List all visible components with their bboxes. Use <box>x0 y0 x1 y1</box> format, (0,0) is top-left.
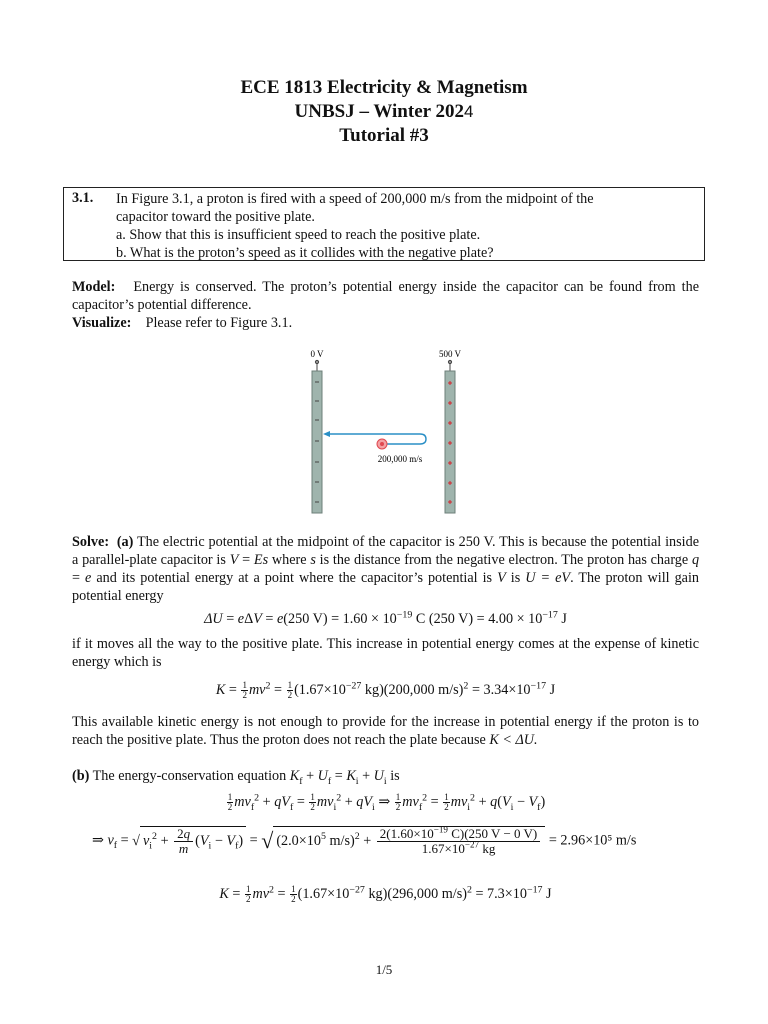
solve-label: Solve: <box>72 534 110 550</box>
term-suffix: 4 <box>463 102 474 121</box>
capacitor-figure <box>290 345 490 517</box>
part-a-label: (a) <box>116 534 134 550</box>
proton-path <box>326 434 426 444</box>
solve-text-11: is to reach the positive plate. Thus the proton does not reach the plate because <box>72 714 699 748</box>
solve-paragraph-4: (b) The energy-conservation equation $K_f + U_f = K_i + U_i$ is <box>72 768 400 787</box>
problem-line-4: b. What is the proton’s speed as it collides with the negative plate? <box>116 245 494 261</box>
left-voltage-label: 0 V <box>310 349 324 359</box>
model-label: Model: <box>72 279 116 295</box>
problem-line-1: In Figure 3.1, a proton is fired with a speed of 200,000 m/s from the midpoint of the <box>116 191 594 207</box>
term-prefix: UNBSJ – Winter 202 <box>294 101 464 122</box>
problem-line-2: capacitor toward the positive plate. <box>116 209 315 225</box>
solve-text-8: = eV <box>540 570 571 586</box>
page-number: 1/5 <box>375 962 393 977</box>
solve-paragraph-2: if it moves all the way to the positive plate. This increase in potential energy comes at the expense of kinetic energy which is <box>72 636 699 670</box>
solve-text-10: This available kinetic energy is not enough to provide for the increase in potential energy if the proton <box>72 714 670 730</box>
solve-text-5: The proton has charge <box>561 552 689 568</box>
visualize-text: Please refer to Figure 3.1. <box>145 315 293 331</box>
speed-label: 200,000 m/s <box>377 454 423 464</box>
tutorial-title: Tutorial #3 <box>339 125 429 146</box>
arrow-head <box>323 431 330 437</box>
solve-text-6: and its potential energy at a point where the capacitor’s potential is <box>96 570 493 586</box>
solve-text-1: The electric potential at the midpoint of the capacitor is 250 V. This is because the <box>136 534 608 550</box>
solve-paragraph-1: Solve: (a) The electric potential at the midpoint of the capacitor is 250 V. This is because the potential inside a parallel-plate capacitor is V = Es where s is the distance from the negative electron. The proton has charge q = e and its potential energy at a point where the capacitor’s potential is V is U = eV. The proton will gain potential energy <box>72 534 700 604</box>
right-voltage-label: 500 V <box>438 349 462 359</box>
equation-1: ΔU = eΔV = e(250 $V) = 1.60 \times 10^{-19}$ C (250 $V) = 4.00 \times 10^{-17}$ J <box>204 609 567 627</box>
course-title: ECE 1813 Electricity & Magnetism <box>240 77 528 98</box>
negative-plate <box>312 371 322 513</box>
solve-text-12: K < ΔU. <box>489 732 538 748</box>
term-title <box>0 101 768 123</box>
equation-4: ⇒ $v_f$ = √ $v_i^2$ + $\frac{2q}{m}$ $(V_i - V_f)$ = √ ($2.0\times 10^5$ m/s)$^2$ + $\frac{2(1.60\times 10^{-19} C)(250 V - 0 V)}{1.67\times 10^{-27} kg}$ = 2.96×10⁵ m/s <box>92 824 637 856</box>
solve-text-4: is the distance from the negative electron. <box>319 552 558 568</box>
problem-number: 3.1. <box>72 190 94 206</box>
visualize-label: Visualize: <box>72 315 132 331</box>
solve-text-7: is <box>510 570 521 586</box>
equation-4-result: = 2.96×10⁵ m/s <box>548 832 637 849</box>
equation-5: K = $\frac{1}{2}$ $mv^2$ = $\frac{1}{2}$ ($1.67\times 10^{-27}$ kg)(296,000 $m/s)^2 = 7.3\times 10^{-17}$ J <box>219 884 552 905</box>
solve-text-3: where <box>271 552 307 568</box>
solve-text-9: . The proton will gain potential energy <box>72 570 700 604</box>
model-paragraph <box>72 278 699 314</box>
part-b-label: (b) <box>72 768 90 784</box>
visualize-paragraph <box>72 314 699 332</box>
problem-line-3: a. Show that this is insufficient speed to reach the positive plate. <box>116 227 481 243</box>
model-text: Energy is conserved. The proton’s potential energy inside the capacitor can be found from the capacitor’s potential difference. <box>72 279 700 313</box>
equation-2: K = $\frac{1}{2}$ $mv^2$ = $\frac{1}{2}$ ($1.67\times 10^{-27}$ kg)(200,000 $m/s)^2 = 3.34\times 10^{-17}$ J <box>215 680 556 701</box>
solve-text-2: potential inside a parallel-plate capacitor is <box>72 534 699 568</box>
solve-paragraph-3 <box>72 713 699 749</box>
equation-3: $\frac{1}{2}$ $mv_f^2 + qV_f$ = $\frac{1}{2}$ $mv_i^2 + qV_i$ ⇒ $\frac{1}{2}$ $mv_f^2$ = $\frac{1}{2}$ $mv_i^2 + q(V_i - V_f)$ <box>227 792 546 813</box>
